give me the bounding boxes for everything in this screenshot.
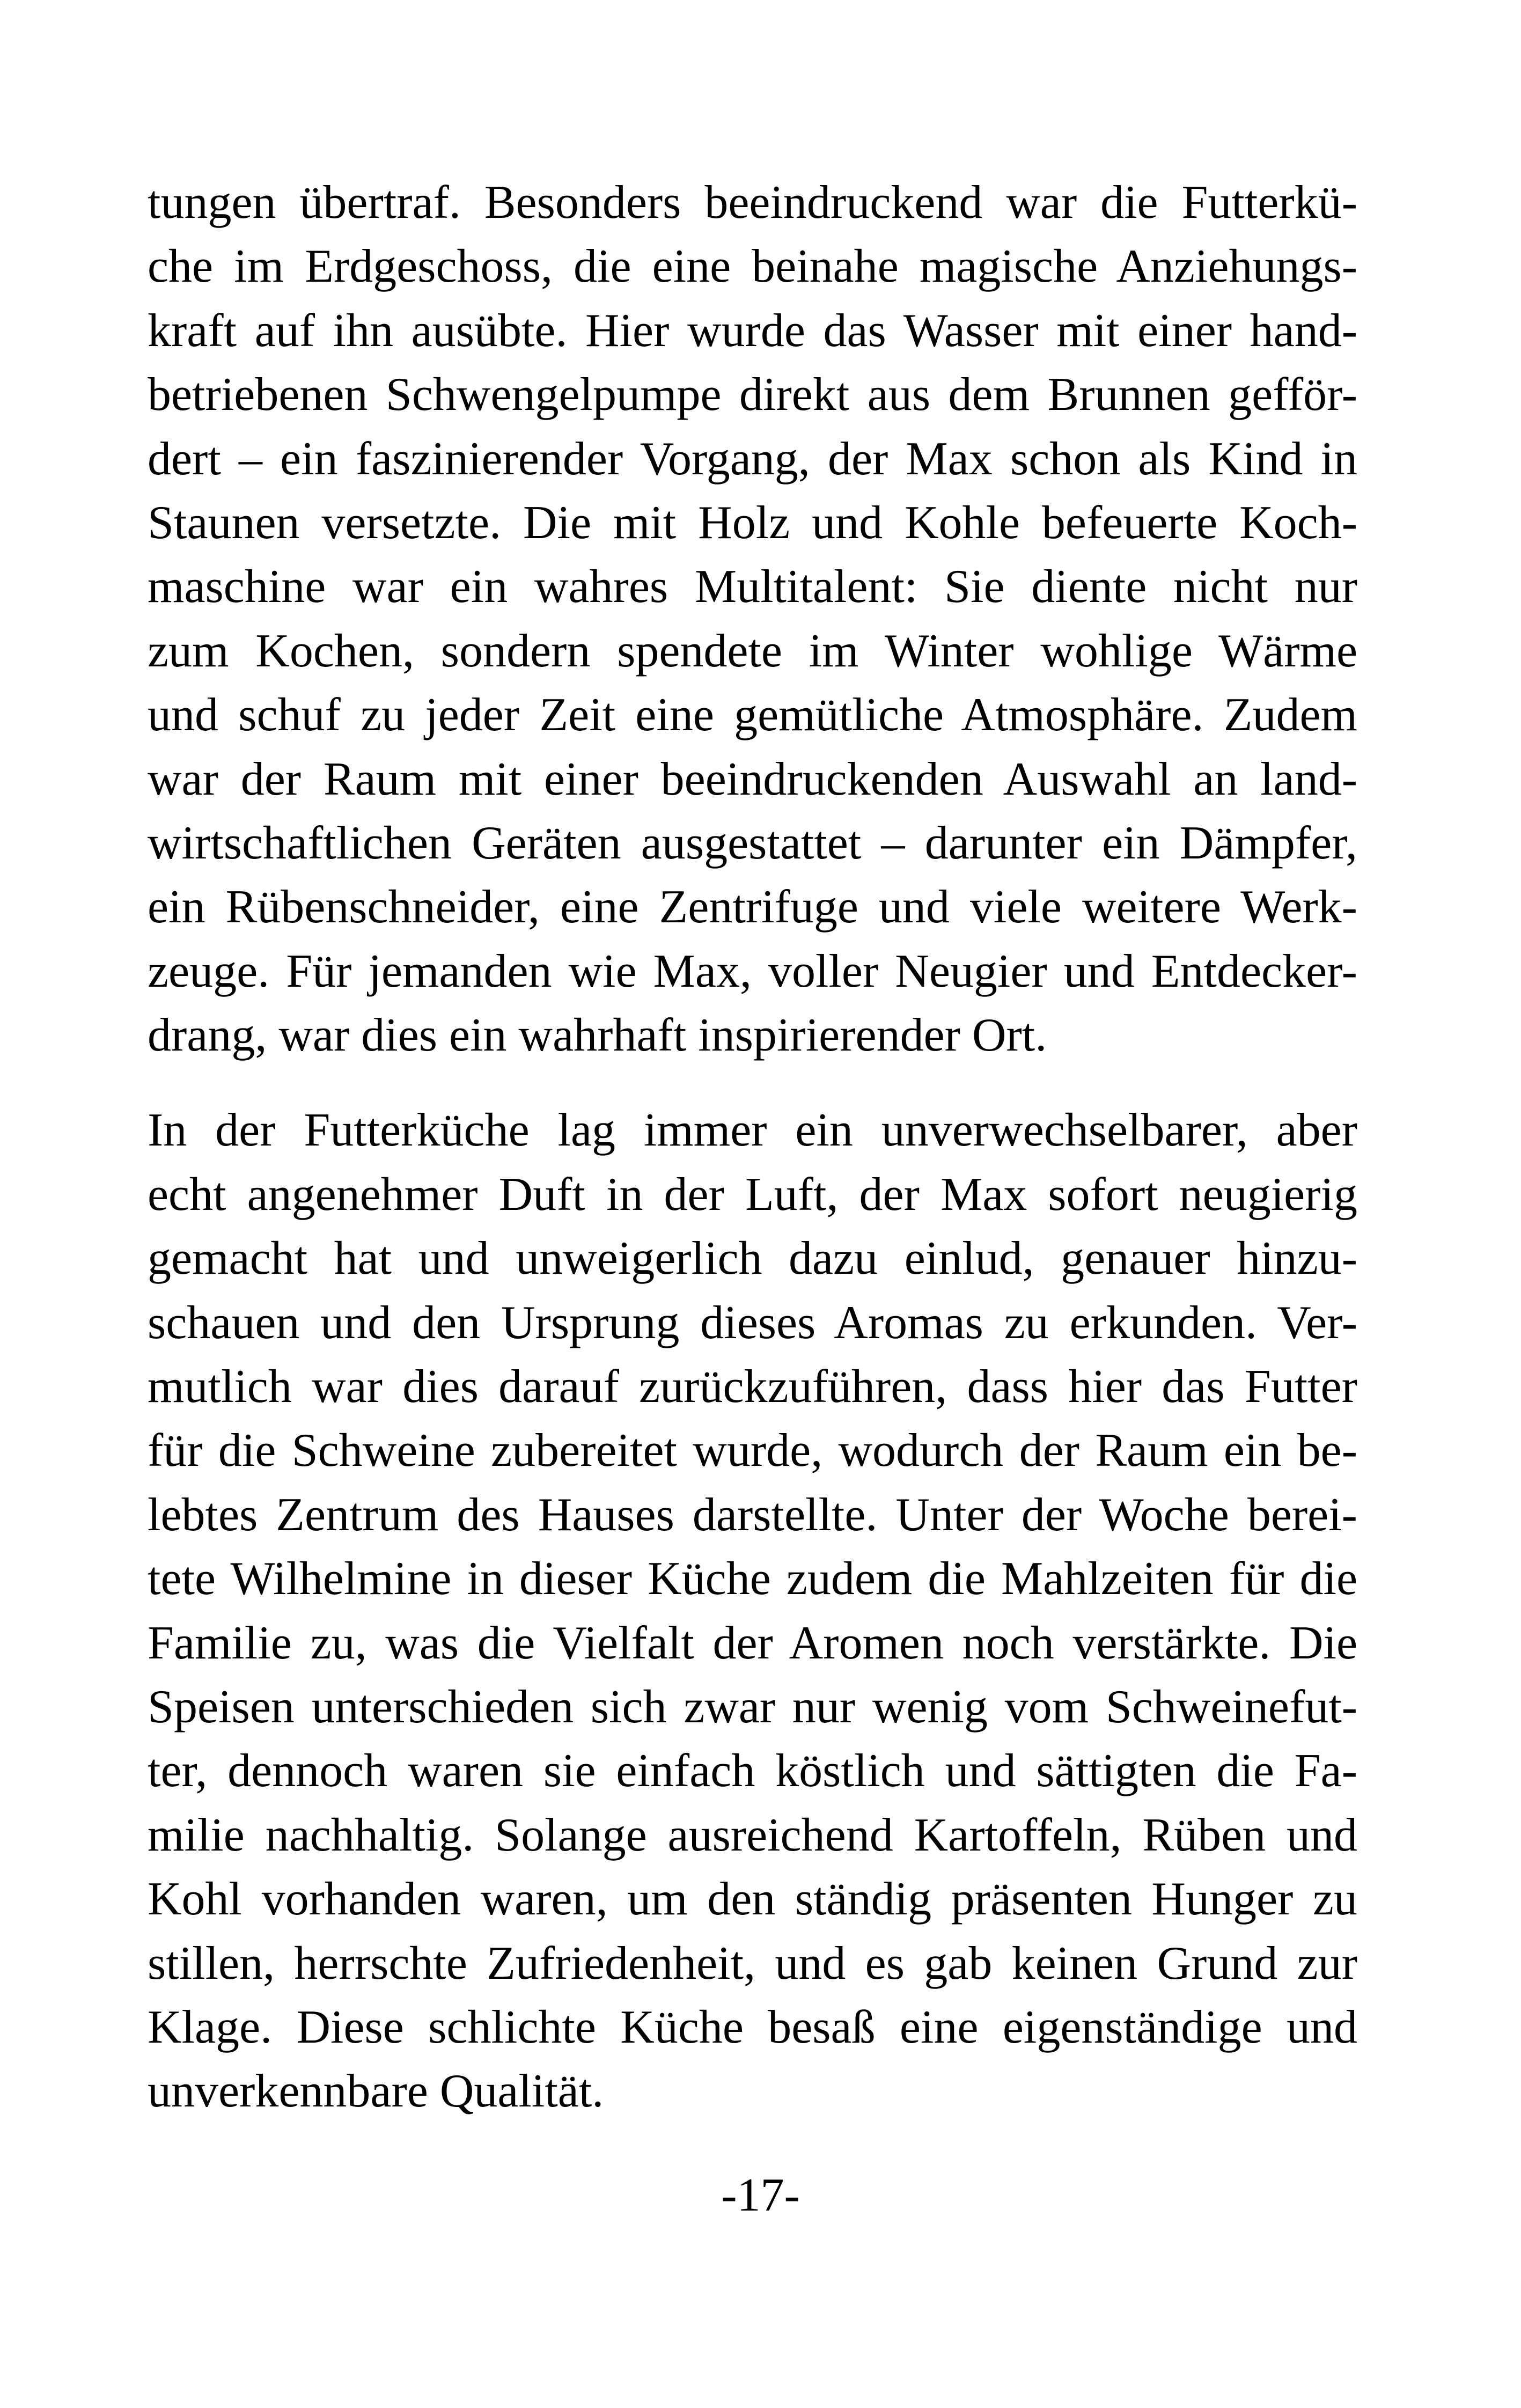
text-line: war der Raum mit einer beeindruckenden Auswahl an land- (148, 753, 1357, 805)
text-line: betriebenen Schwengelpumpe direkt aus dem Brunnen gefför- (148, 369, 1357, 421)
text-line: ein Rübenschneider, eine Zentrifuge und viele weitere Werk- (148, 881, 1357, 934)
paragraph-spacer (148, 1067, 1357, 1098)
text-line: tungen übertraf. Besonders beeindruckend war die Futterkü- (148, 177, 1357, 229)
text-line: dert – ein faszinierender Vorgang, der Max schon als Kind in (148, 432, 1357, 485)
text-line: wirtschaftlichen Geräten ausgestattet – darunter ein Dämpfer, (148, 817, 1357, 869)
text-line: für die Schweine zubereitet wurde, wodurch der Raum ein be- (148, 1425, 1357, 1477)
text-line: tete Wilhelmine in dieser Küche zudem die Mahlzeiten für die (148, 1553, 1357, 1605)
paragraph-2 (148, 1098, 1357, 2123)
text-line: unverkennbare Qualität. (148, 2065, 604, 2118)
text-line: Klage. Diese schlichte Küche besaß eine eigenständige und (148, 2001, 1357, 2053)
text-line: gemacht hat und unweigerlich dazu einlud, genauer hinzu- (148, 1232, 1357, 1285)
text-line: zum Kochen, sondern spendete im Winter wohlige Wärme (148, 625, 1357, 677)
text-line: Staunen versetzte. Die mit Holz und Kohle befeuerte Koch- (148, 496, 1357, 549)
text-line: zeuge. Für jemanden wie Max, voller Neugier und Entdecker- (148, 945, 1357, 997)
text-line: In der Futterküche lag immer ein unverwechselbarer, aber (148, 1104, 1357, 1157)
text-line: echt angenehmer Duft in der Luft, der Max sofort neugierig (148, 1168, 1357, 1221)
text-line: che im Erdgeschoss, die eine beinahe magische Anziehungs- (148, 240, 1357, 293)
text-line: und schuf zu jeder Zeit eine gemütliche Atmosphäre. Zudem (148, 689, 1357, 742)
text-line: maschine war ein wahres Multitalent: Sie diente nicht nur (148, 561, 1357, 613)
text-line: stillen, herrschte Zufriedenheit, und es gab keinen Grund zur (148, 1937, 1357, 1989)
page-number: -17- (721, 2169, 800, 2221)
text-line: Speisen unterschieden sich zwar nur wenig vom Schweinefut- (148, 1680, 1357, 1733)
text-line: kraft auf ihn ausübte. Hier wurde das Wasser mit einer hand- (148, 304, 1357, 357)
text-line: drang, war dies ein wahrhaft inspirierender Ort. (148, 1009, 1047, 1062)
body-text (148, 171, 1357, 2124)
text-line: schauen und den Ursprung dieses Aromas zu erkunden. Ver- (148, 1296, 1357, 1349)
text-line: lebtes Zentrum des Hauses darstellte. Unter der Woche berei- (148, 1488, 1357, 1541)
text-line: Familie zu, was die Vielfalt der Aromen noch verstärkte. Die (148, 1617, 1357, 1669)
text-line: Kohl vorhanden waren, um den ständig präsenten Hunger zu (148, 1873, 1357, 1926)
paragraph-1 (148, 171, 1357, 1067)
text-line: ter, dennoch waren sie einfach köstlich und sättigten die Fa- (148, 1745, 1357, 1797)
text-line: milie nachhaltig. Solange ausreichend Kartoffeln, Rüben und (148, 1809, 1357, 1861)
text-line: mutlich war dies darauf zurückzuführen, dass hier das Futter (148, 1361, 1357, 1413)
